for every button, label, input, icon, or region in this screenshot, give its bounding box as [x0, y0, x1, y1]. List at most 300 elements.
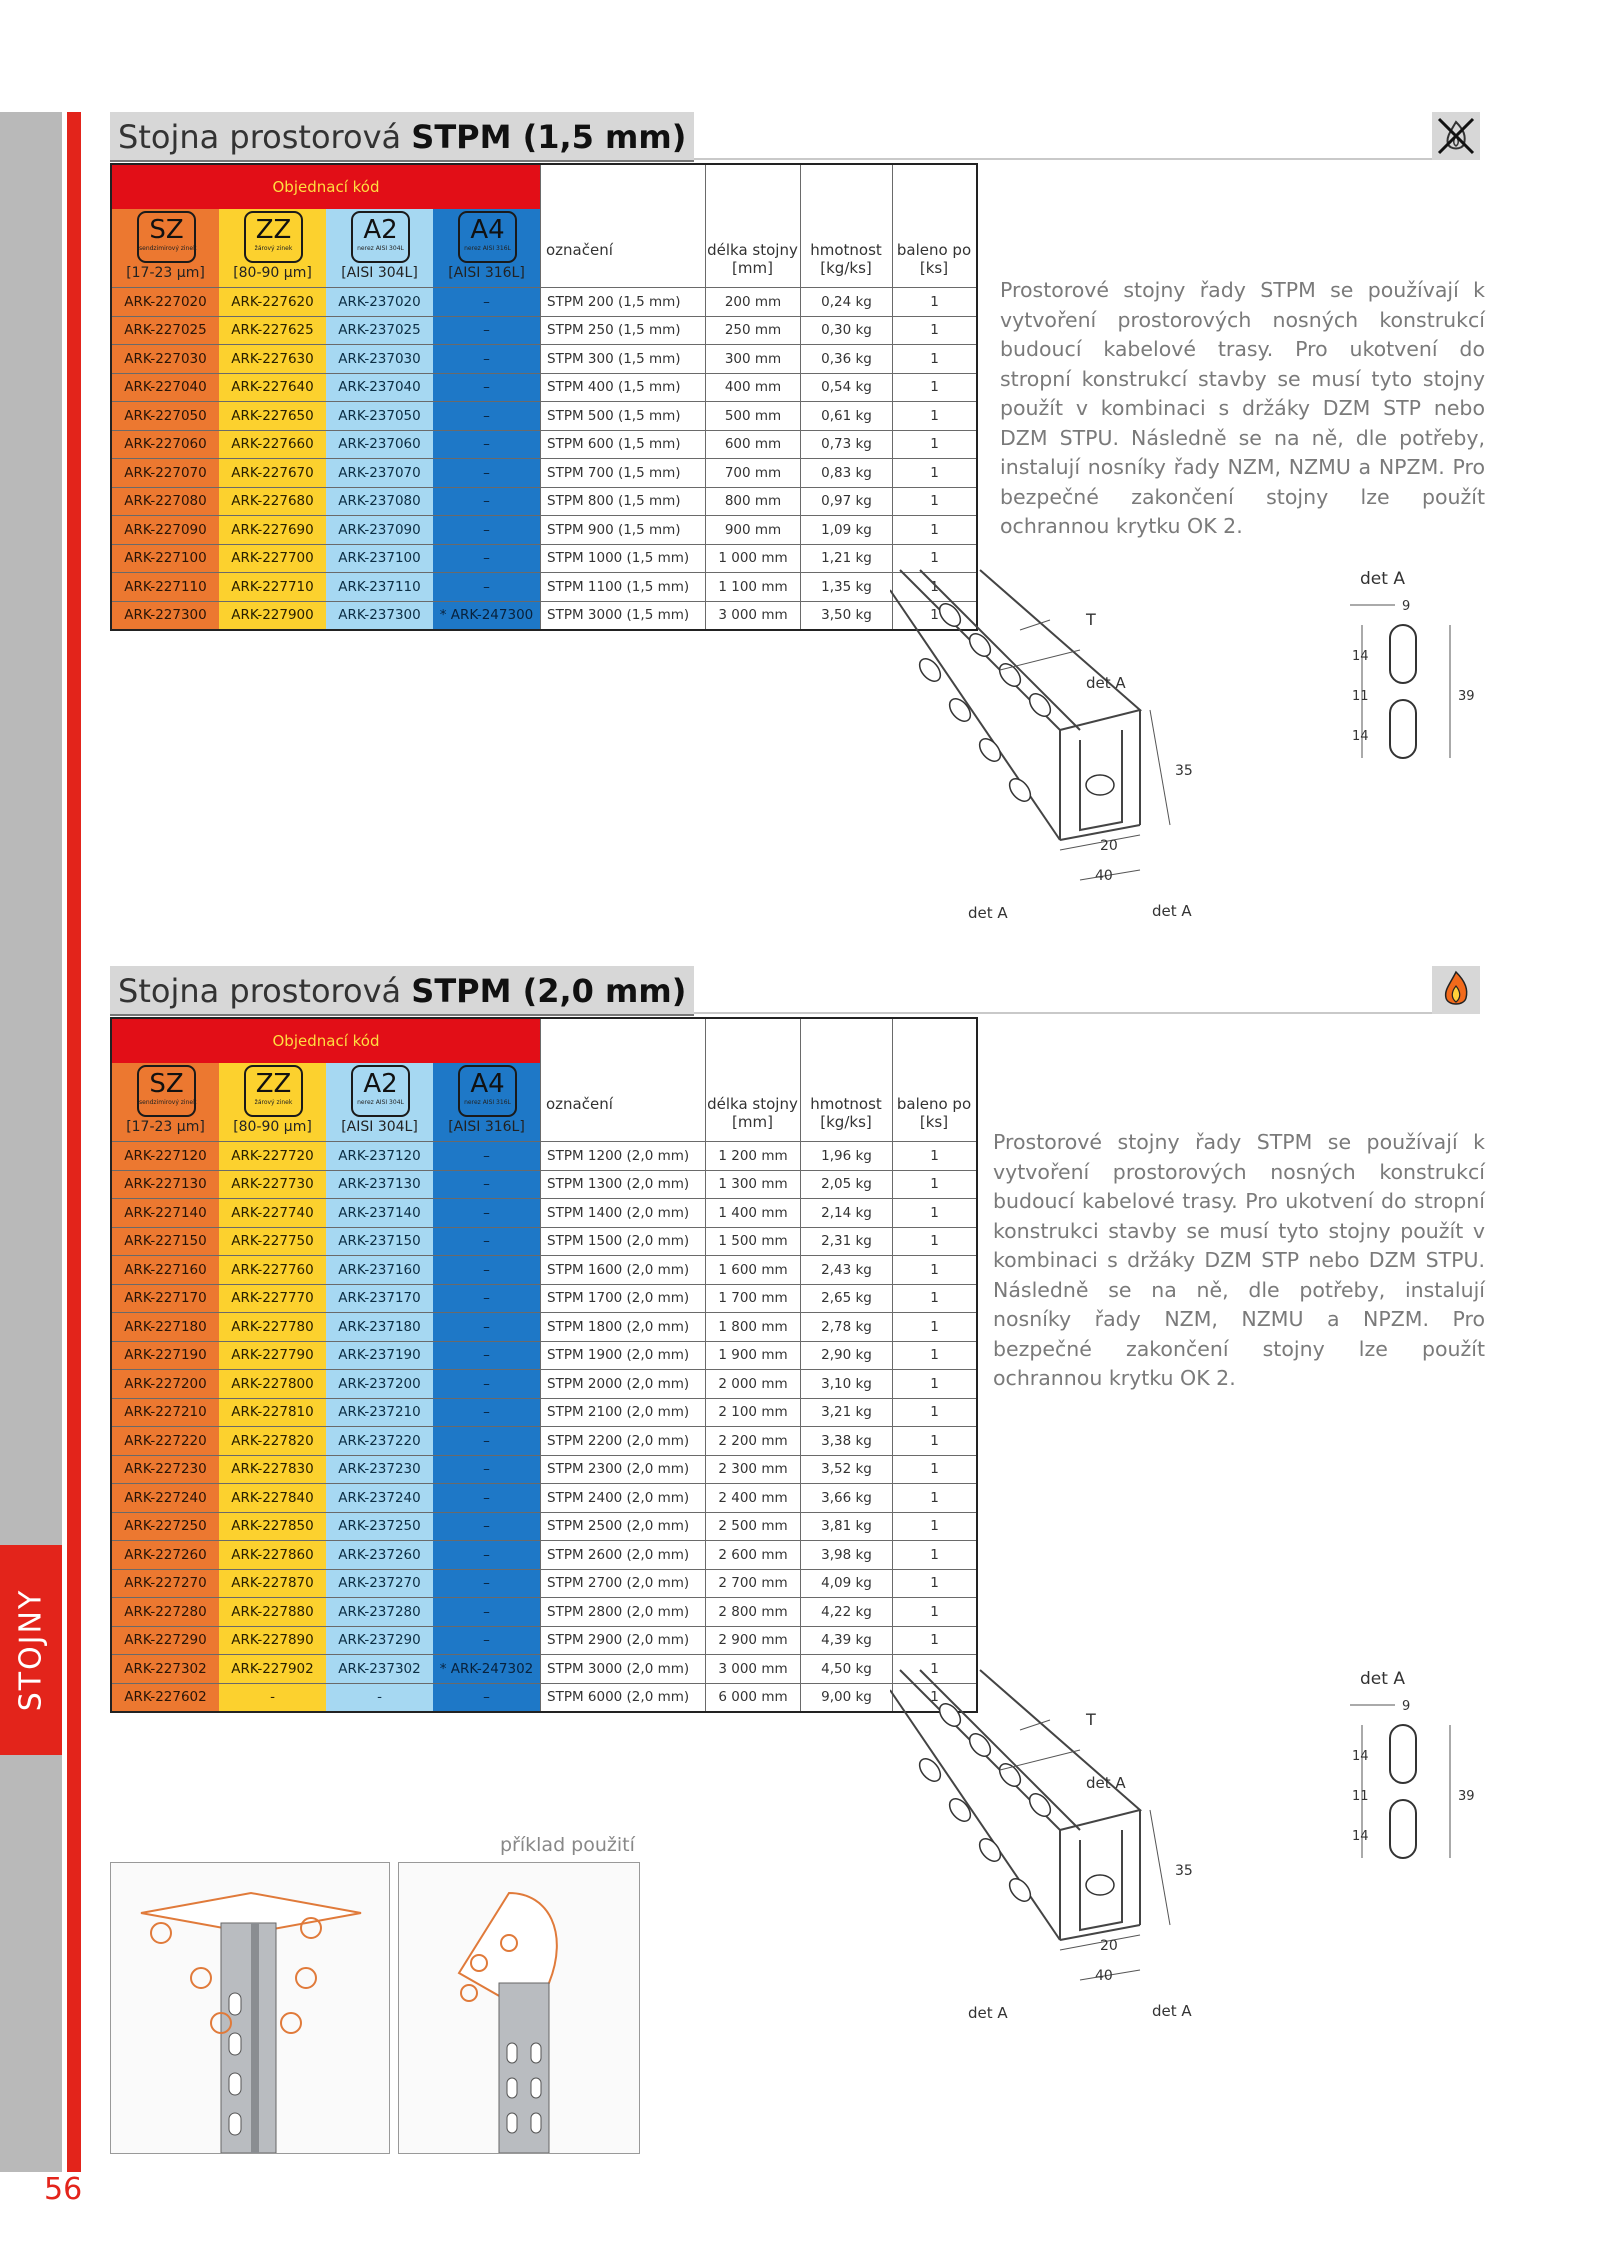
package-qty-cell: 1	[893, 430, 978, 459]
designation-cell: STPM 1900 (2,0 mm)	[541, 1341, 706, 1370]
length-cell: 1 300 mm	[706, 1170, 801, 1199]
weight-cell: 0,97 kg	[801, 487, 893, 516]
a4-code-cell: –	[433, 459, 541, 488]
designation-cell: STPM 1400 (2,0 mm)	[541, 1199, 706, 1228]
designation-cell: STPM 2800 (2,0 mm)	[541, 1598, 706, 1627]
a2-column-header: A2 nerez AISI 304L [AISI 304L]	[326, 209, 433, 287]
a4-code-cell: –	[433, 1512, 541, 1541]
sz-code-cell: ARK-227090	[111, 516, 219, 545]
svg-text:39: 39	[1458, 689, 1475, 704]
table-row	[111, 373, 977, 402]
sz-code-cell: ARK-227030	[111, 345, 219, 374]
designation-cell: STPM 2100 (2,0 mm)	[541, 1398, 706, 1427]
package-qty-cell: 1	[893, 544, 978, 573]
length-cell: 300 mm	[706, 345, 801, 374]
length-cell: 400 mm	[706, 373, 801, 402]
a4-code-cell: –	[433, 430, 541, 459]
svg-text:14: 14	[1352, 1829, 1369, 1844]
a2-code-cell: ARK-237160	[326, 1256, 433, 1285]
a4-code-cell: –	[433, 544, 541, 573]
hmotnost-header: hmotnost [kg/ks]	[810, 241, 882, 277]
a4-code-cell: –	[433, 316, 541, 345]
product-table-1	[110, 163, 978, 631]
zz-code-cell: ARK-227780	[219, 1313, 326, 1342]
a4-code-cell: * ARK-247300	[433, 601, 541, 630]
table-header	[112, 1019, 976, 1141]
weight-cell: 3,50 kg	[801, 601, 893, 630]
designation-cell: STPM 200 (1,5 mm)	[541, 288, 706, 317]
table-row	[111, 1398, 977, 1427]
zz-code-cell: ARK-227660	[219, 430, 326, 459]
length-cell: 2 500 mm	[706, 1512, 801, 1541]
a4-code-cell: –	[433, 1227, 541, 1256]
a4-code-cell: –	[433, 402, 541, 431]
weight-cell: 1,21 kg	[801, 544, 893, 573]
svg-text:det A: det A	[968, 2004, 1008, 2022]
side-bar	[0, 112, 62, 2172]
zz-code-cell: ARK-227790	[219, 1341, 326, 1370]
a2-code-cell: ARK-237240	[326, 1484, 433, 1513]
package-qty-cell: 1	[893, 1142, 978, 1171]
length-cell: 2 200 mm	[706, 1427, 801, 1456]
order-code-band: Objednací kód	[112, 165, 540, 209]
weight-cell: 3,21 kg	[801, 1398, 893, 1427]
weight-cell: 2,65 kg	[801, 1284, 893, 1313]
a4-code-cell: –	[433, 1455, 541, 1484]
table-row	[111, 1170, 977, 1199]
a4-code-cell: –	[433, 1398, 541, 1427]
product-table-2	[110, 1017, 978, 1713]
sz-code-cell: ARK-227050	[111, 402, 219, 431]
weight-cell: 9,00 kg	[801, 1683, 893, 1712]
table-row	[111, 1484, 977, 1513]
length-cell: 1 700 mm	[706, 1284, 801, 1313]
package-qty-cell: 1	[893, 516, 978, 545]
sz-code-cell: ARK-227140	[111, 1199, 219, 1228]
a2-code-cell: ARK-237300	[326, 601, 433, 630]
zz-code-cell: ARK-227770	[219, 1284, 326, 1313]
package-qty-cell: 1	[893, 1170, 978, 1199]
a4-code-cell: –	[433, 1569, 541, 1598]
length-cell: 3 000 mm	[706, 1655, 801, 1684]
weight-cell: 4,09 kg	[801, 1569, 893, 1598]
a4-code-cell: –	[433, 1683, 541, 1712]
table-row	[111, 316, 977, 345]
svg-text:9: 9	[1402, 1699, 1411, 1714]
zz-code-cell: ARK-227730	[219, 1170, 326, 1199]
a2-code-cell: ARK-237250	[326, 1512, 433, 1541]
sz-code-cell: ARK-227070	[111, 459, 219, 488]
a2-code-cell: ARK-237180	[326, 1313, 433, 1342]
a4-code-cell: –	[433, 573, 541, 602]
delka-header: délka stojny [mm]	[707, 1095, 798, 1131]
length-cell: 1 500 mm	[706, 1227, 801, 1256]
package-qty-cell: 1	[893, 1512, 978, 1541]
length-cell: 1 000 mm	[706, 544, 801, 573]
package-qty-cell: 1	[893, 1455, 978, 1484]
section-description-1: Prostorové stojny řady STPM se používají k vytvoření prostorových nosných konstrukcí budoucí kabelové trasy. Pro ukotvení do stropní konstrukcí stavby se musí tyto stojny použít v kombinaci s držáky DZM STP nebo DZM STPU. Následně se na ně, dle potřeby, instalují nosníky řady NZM, NZMU a NPZM. Pro bezpečné zakončení stojny lze použít ochrannou krytku OK 2.	[1000, 278, 1485, 538]
designation-cell: STPM 400 (1,5 mm)	[541, 373, 706, 402]
svg-text:14: 14	[1352, 729, 1369, 744]
table-row	[111, 1427, 977, 1456]
zz-code-cell: ARK-227860	[219, 1541, 326, 1570]
zz-code-cell: ARK-227680	[219, 487, 326, 516]
page-number: 56	[44, 2172, 83, 2207]
designation-cell: STPM 2200 (2,0 mm)	[541, 1427, 706, 1456]
zz-code-cell: ARK-227670	[219, 459, 326, 488]
sz-code-cell: ARK-227250	[111, 1512, 219, 1541]
weight-cell: 2,78 kg	[801, 1313, 893, 1342]
weight-cell: 1,09 kg	[801, 516, 893, 545]
zz-column-header: ZZ žárový zinek [80-90 μm]	[219, 1063, 326, 1141]
a2-code-cell: ARK-237280	[326, 1598, 433, 1627]
a2-code-cell: ARK-237080	[326, 487, 433, 516]
table-row	[111, 430, 977, 459]
a2-code-cell: ARK-237220	[326, 1427, 433, 1456]
designation-cell: STPM 1000 (1,5 mm)	[541, 544, 706, 573]
zz-code-cell: ARK-227830	[219, 1455, 326, 1484]
designation-cell: STPM 2600 (2,0 mm)	[541, 1541, 706, 1570]
example-image-1	[110, 1862, 390, 2154]
svg-text:det A: det A	[1360, 569, 1405, 589]
length-cell: 2 000 mm	[706, 1370, 801, 1399]
section-title: Stojna prostorová STPM (2,0 mm)	[110, 966, 694, 1016]
table-header	[112, 165, 976, 287]
sz-code-cell: ARK-227260	[111, 1541, 219, 1570]
table-row	[111, 1541, 977, 1570]
sz-code-cell: ARK-227270	[111, 1569, 219, 1598]
package-qty-cell: 1	[893, 1683, 978, 1712]
package-qty-cell: 1	[893, 601, 978, 630]
zz-code-cell: ARK-227850	[219, 1512, 326, 1541]
a4-column-header: A4 nerez AISI 316L [AISI 316L]	[433, 1063, 540, 1141]
zz-code-cell: ARK-227840	[219, 1484, 326, 1513]
section-title: Stojna prostorová STPM (1,5 mm)	[110, 112, 694, 162]
table-row	[111, 487, 977, 516]
svg-text:det A: det A	[1360, 1669, 1405, 1689]
length-cell: 1 600 mm	[706, 1256, 801, 1285]
package-qty-cell: 1	[893, 1626, 978, 1655]
length-cell: 2 400 mm	[706, 1484, 801, 1513]
zz-code-cell: ARK-227890	[219, 1626, 326, 1655]
designation-cell: STPM 2500 (2,0 mm)	[541, 1512, 706, 1541]
side-red-stripe	[67, 112, 81, 2172]
sz-code-cell: ARK-227240	[111, 1484, 219, 1513]
a4-column-header: A4 nerez AISI 316L [AISI 316L]	[433, 209, 540, 287]
a2-code-cell: ARK-237030	[326, 345, 433, 374]
length-cell: 1 800 mm	[706, 1313, 801, 1342]
sz-column-header: SZ sendzimirový zinek [17-23 μm]	[112, 209, 219, 287]
designation-cell: STPM 250 (1,5 mm)	[541, 316, 706, 345]
sz-code-cell: ARK-227220	[111, 1427, 219, 1456]
package-qty-cell: 1	[893, 288, 978, 317]
designation-cell: STPM 2400 (2,0 mm)	[541, 1484, 706, 1513]
sz-code-cell: ARK-227120	[111, 1142, 219, 1171]
baleno-header: baleno po [ks]	[896, 241, 972, 277]
a2-code-cell: ARK-237020	[326, 288, 433, 317]
zz-code-cell: ARK-227810	[219, 1398, 326, 1427]
zz-code-cell: ARK-227820	[219, 1427, 326, 1456]
zz-code-cell: ARK-227650	[219, 402, 326, 431]
svg-text:20: 20	[1100, 838, 1118, 854]
a2-code-cell: ARK-237090	[326, 516, 433, 545]
svg-text:11: 11	[1352, 1789, 1369, 1804]
sz-code-cell: ARK-227230	[111, 1455, 219, 1484]
sz-code-cell: ARK-227200	[111, 1370, 219, 1399]
length-cell: 3 000 mm	[706, 601, 801, 630]
a2-code-cell: ARK-237140	[326, 1199, 433, 1228]
zz-code-cell: ARK-227870	[219, 1569, 326, 1598]
sz-code-cell: ARK-227025	[111, 316, 219, 345]
weight-cell: 0,54 kg	[801, 373, 893, 402]
a2-code-cell: ARK-237130	[326, 1170, 433, 1199]
package-qty-cell: 1	[893, 1256, 978, 1285]
weight-cell: 3,10 kg	[801, 1370, 893, 1399]
a4-code-cell: * ARK-247302	[433, 1655, 541, 1684]
a2-code-cell: ARK-237100	[326, 544, 433, 573]
length-cell: 700 mm	[706, 459, 801, 488]
a2-code-cell: ARK-237230	[326, 1455, 433, 1484]
svg-text:det A: det A	[968, 904, 1008, 922]
order-code-band: Objednací kód	[112, 1019, 540, 1063]
a4-code-cell: –	[433, 1170, 541, 1199]
no-fire-icon	[1432, 112, 1480, 160]
package-qty-cell: 1	[893, 1569, 978, 1598]
sz-code-cell: ARK-227150	[111, 1227, 219, 1256]
designation-cell: STPM 1200 (2,0 mm)	[541, 1142, 706, 1171]
svg-text:det A: det A	[1086, 674, 1126, 692]
length-cell: 200 mm	[706, 288, 801, 317]
a2-code-cell: ARK-237210	[326, 1398, 433, 1427]
designation-cell: STPM 1600 (2,0 mm)	[541, 1256, 706, 1285]
a4-code-cell: –	[433, 1427, 541, 1456]
designation-cell: STPM 2900 (2,0 mm)	[541, 1626, 706, 1655]
table-row	[111, 1683, 977, 1712]
sz-code-cell: ARK-227302	[111, 1655, 219, 1684]
zz-code-cell: ARK-227720	[219, 1142, 326, 1171]
a2-code-cell: ARK-237302	[326, 1655, 433, 1684]
section-header-1	[110, 112, 1480, 160]
zz-code-cell: ARK-227760	[219, 1256, 326, 1285]
example-label: příklad použití	[500, 1834, 635, 1856]
a2-column-header: A2 nerez AISI 304L [AISI 304L]	[326, 1063, 433, 1141]
table-row	[111, 1142, 977, 1171]
weight-cell: 2,14 kg	[801, 1199, 893, 1228]
weight-cell: 3,81 kg	[801, 1512, 893, 1541]
length-cell: 2 700 mm	[706, 1569, 801, 1598]
weight-cell: 0,73 kg	[801, 430, 893, 459]
table-row	[111, 1199, 977, 1228]
sz-code-cell: ARK-227170	[111, 1284, 219, 1313]
a2-code-cell: ARK-237110	[326, 573, 433, 602]
designation-cell: STPM 2300 (2,0 mm)	[541, 1455, 706, 1484]
weight-cell: 4,22 kg	[801, 1598, 893, 1627]
svg-text:40: 40	[1095, 868, 1113, 884]
fire-icon	[1432, 966, 1480, 1014]
svg-text:14: 14	[1352, 649, 1369, 664]
weight-cell: 0,30 kg	[801, 316, 893, 345]
table-row	[111, 1598, 977, 1627]
sz-code-cell: ARK-227160	[111, 1256, 219, 1285]
length-cell: 600 mm	[706, 430, 801, 459]
a4-code-cell: –	[433, 1313, 541, 1342]
table-row	[111, 345, 977, 374]
designation-cell: STPM 3000 (1,5 mm)	[541, 601, 706, 630]
weight-cell: 2,05 kg	[801, 1170, 893, 1199]
a2-code-cell: ARK-237120	[326, 1142, 433, 1171]
sz-code-cell: ARK-227040	[111, 373, 219, 402]
designation-cell: STPM 500 (1,5 mm)	[541, 402, 706, 431]
zz-code-cell: -	[219, 1683, 326, 1712]
length-cell: 1 200 mm	[706, 1142, 801, 1171]
a4-code-cell: –	[433, 1341, 541, 1370]
designation-cell: STPM 1100 (1,5 mm)	[541, 573, 706, 602]
zz-code-cell: ARK-227690	[219, 516, 326, 545]
weight-cell: 1,96 kg	[801, 1142, 893, 1171]
a4-code-cell: –	[433, 487, 541, 516]
sz-code-cell: ARK-227280	[111, 1598, 219, 1627]
a4-code-cell: –	[433, 1370, 541, 1399]
table-row	[111, 459, 977, 488]
package-qty-cell: 1	[893, 345, 978, 374]
length-cell: 1 900 mm	[706, 1341, 801, 1370]
designation-cell: STPM 6000 (2,0 mm)	[541, 1683, 706, 1712]
designation-cell: STPM 900 (1,5 mm)	[541, 516, 706, 545]
zz-code-cell: ARK-227750	[219, 1227, 326, 1256]
svg-text:14: 14	[1352, 1749, 1369, 1764]
sz-code-cell: ARK-227210	[111, 1398, 219, 1427]
package-qty-cell: 1	[893, 402, 978, 431]
package-qty-cell: 1	[893, 1655, 978, 1684]
a4-code-cell: –	[433, 1199, 541, 1228]
designation-cell: STPM 1500 (2,0 mm)	[541, 1227, 706, 1256]
package-qty-cell: 1	[893, 373, 978, 402]
zz-code-cell: ARK-227900	[219, 601, 326, 630]
table-row	[111, 1569, 977, 1598]
sz-code-cell: ARK-227080	[111, 487, 219, 516]
baleno-header: baleno po [ks]	[896, 1095, 972, 1131]
a4-code-cell: –	[433, 373, 541, 402]
length-cell: 2 600 mm	[706, 1541, 801, 1570]
length-cell: 2 900 mm	[706, 1626, 801, 1655]
package-qty-cell: 1	[893, 1541, 978, 1570]
weight-cell: 2,31 kg	[801, 1227, 893, 1256]
svg-text:det A: det A	[1152, 902, 1192, 920]
svg-text:20: 20	[1100, 1938, 1118, 1954]
svg-text:35: 35	[1175, 1863, 1193, 1879]
table-row	[111, 1284, 977, 1313]
weight-cell: 3,52 kg	[801, 1455, 893, 1484]
zz-code-cell: ARK-227640	[219, 373, 326, 402]
weight-cell: 2,43 kg	[801, 1256, 893, 1285]
weight-cell: 0,83 kg	[801, 459, 893, 488]
svg-text:11: 11	[1352, 689, 1369, 704]
table-row	[111, 288, 977, 317]
delka-header: délka stojny [mm]	[707, 241, 798, 277]
a2-code-cell: ARK-237290	[326, 1626, 433, 1655]
sz-column-header: SZ sendzimirový zinek [17-23 μm]	[112, 1063, 219, 1141]
table-row	[111, 544, 977, 573]
sz-code-cell: ARK-227020	[111, 288, 219, 317]
weight-cell: 1,35 kg	[801, 573, 893, 602]
zz-code-cell: ARK-227700	[219, 544, 326, 573]
table-row	[111, 1256, 977, 1285]
section-description-2: Prostorové stojny řady STPM se používají k vytvoření prostorových nosných konstrukcí budoucí kabelové trasy. Pro ukotvení do stropní konstrukci stavby se musí tyto stojny použít v kombinaci s držáky DZM STP nebo DZM STPU. Následně se na ně, dle potřeby, instalují nosníky řady NZM, NZMU a NPZM. Pro bezpečné zakončení stojny lze použít ochrannou krytku OK 2.	[993, 1130, 1485, 1390]
table-row	[111, 1455, 977, 1484]
a2-code-cell: ARK-237270	[326, 1569, 433, 1598]
a2-code-cell: ARK-237050	[326, 402, 433, 431]
chapter-tab[interactable]	[0, 1545, 62, 1755]
weight-cell: 0,36 kg	[801, 345, 893, 374]
zz-code-cell: ARK-227625	[219, 316, 326, 345]
length-cell: 1 100 mm	[706, 573, 801, 602]
zz-code-cell: ARK-227880	[219, 1598, 326, 1627]
table-row	[111, 1655, 977, 1684]
table-row	[111, 1626, 977, 1655]
profile-diagram-2	[890, 1660, 1480, 2040]
designation-cell: STPM 1700 (2,0 mm)	[541, 1284, 706, 1313]
a2-code-cell: ARK-237200	[326, 1370, 433, 1399]
profile-diagram-1	[890, 560, 1480, 940]
a4-code-cell: –	[433, 288, 541, 317]
sz-code-cell: ARK-227110	[111, 573, 219, 602]
zz-code-cell: ARK-227710	[219, 573, 326, 602]
section-header-2	[110, 966, 1480, 1014]
svg-text:det A: det A	[1152, 2002, 1192, 2020]
package-qty-cell: 1	[893, 573, 978, 602]
zz-code-cell: ARK-227740	[219, 1199, 326, 1228]
a2-code-cell: ARK-237025	[326, 316, 433, 345]
a2-code-cell: ARK-237150	[326, 1227, 433, 1256]
sz-code-cell: ARK-227602	[111, 1683, 219, 1712]
svg-text:9: 9	[1402, 599, 1411, 614]
designation-cell: STPM 300 (1,5 mm)	[541, 345, 706, 374]
package-qty-cell: 1	[893, 1370, 978, 1399]
package-qty-cell: 1	[893, 1598, 978, 1627]
weight-cell: 0,61 kg	[801, 402, 893, 431]
a2-code-cell: ARK-237260	[326, 1541, 433, 1570]
table-row	[111, 1370, 977, 1399]
length-cell: 1 400 mm	[706, 1199, 801, 1228]
zz-code-cell: ARK-227800	[219, 1370, 326, 1399]
a4-code-cell: –	[433, 1598, 541, 1627]
a2-code-cell: ARK-237040	[326, 373, 433, 402]
length-cell: 800 mm	[706, 487, 801, 516]
weight-cell: 4,50 kg	[801, 1655, 893, 1684]
table-row	[111, 402, 977, 431]
package-qty-cell: 1	[893, 459, 978, 488]
a4-code-cell: –	[433, 1626, 541, 1655]
length-cell: 250 mm	[706, 316, 801, 345]
designation-cell: STPM 600 (1,5 mm)	[541, 430, 706, 459]
a4-code-cell: –	[433, 1284, 541, 1313]
sz-code-cell: ARK-227300	[111, 601, 219, 630]
zz-column-header: ZZ žárový zinek [80-90 μm]	[219, 209, 326, 287]
length-cell: 2 100 mm	[706, 1398, 801, 1427]
table-row	[111, 1341, 977, 1370]
package-qty-cell: 1	[893, 1341, 978, 1370]
table-row	[111, 1512, 977, 1541]
a2-code-cell: -	[326, 1683, 433, 1712]
svg-text:35: 35	[1175, 763, 1193, 779]
a4-code-cell: –	[433, 1484, 541, 1513]
weight-cell: 3,38 kg	[801, 1427, 893, 1456]
weight-cell: 2,90 kg	[801, 1341, 893, 1370]
length-cell: 2 800 mm	[706, 1598, 801, 1627]
zz-code-cell: ARK-227902	[219, 1655, 326, 1684]
designation-cell: STPM 1300 (2,0 mm)	[541, 1170, 706, 1199]
designation-cell: STPM 2000 (2,0 mm)	[541, 1370, 706, 1399]
